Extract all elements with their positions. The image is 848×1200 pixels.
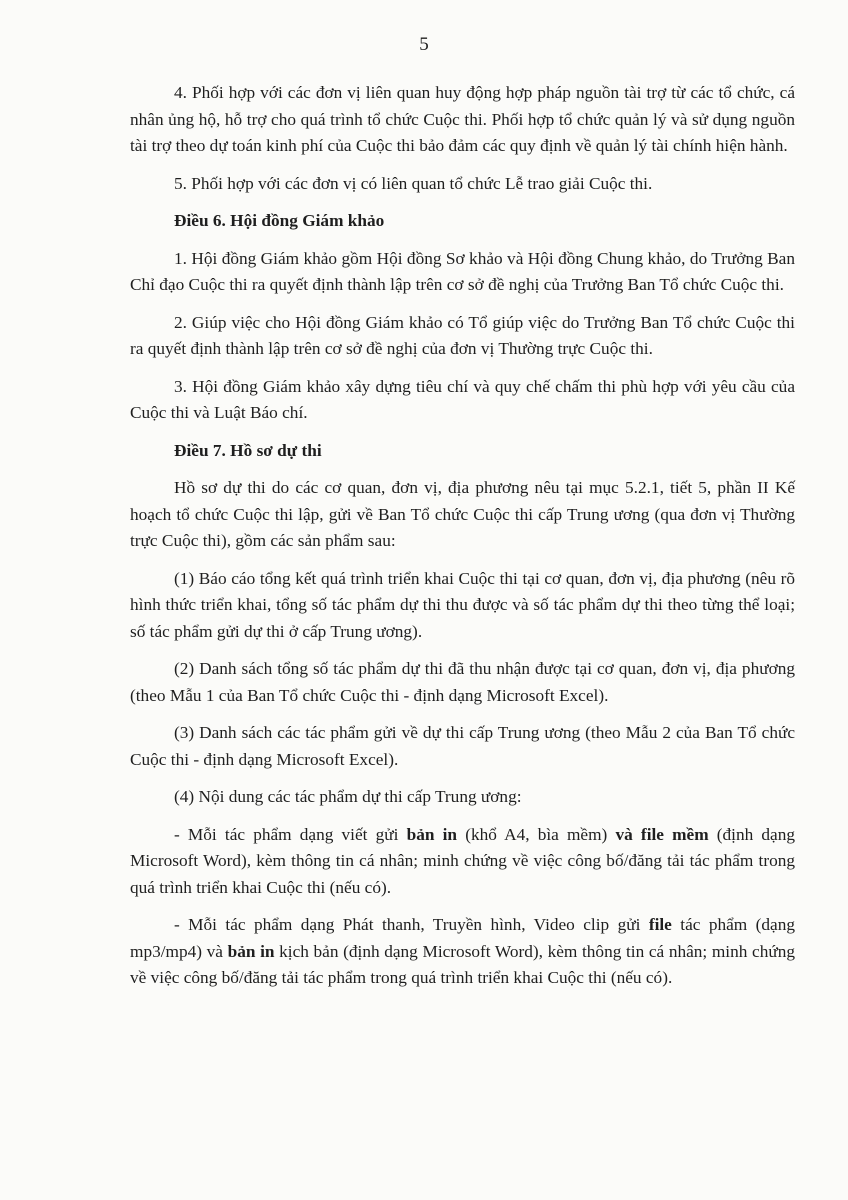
article-7-item-3: (3) Danh sách các tác phẩm gửi về dự thi cấp Trung ương (theo Mẫu 2 của Ban Tổ chức Cuộc thi - định dạng Microsoft Excel). bbox=[130, 723, 795, 769]
bullet-text: kịch bản (định dạng Microsoft Word), kèm thông tin cá nhân; minh chứng về việc công bố/đăng tải tác phẩm trong quá trình triển khai Cuộc thi (nếu có). bbox=[130, 941, 795, 987]
article-6-heading: Điều 6. Hội đồng Giám khảo bbox=[174, 211, 385, 230]
paragraph-item-5: 5. Phối hợp với các đơn vị có liên quan tổ chức Lễ trao giải Cuộc thi. bbox=[174, 173, 653, 193]
bullet-bold-text: bản in bbox=[227, 941, 275, 961]
bullet-bold-text: file bbox=[648, 915, 672, 934]
submission-bullet-media bbox=[130, 912, 795, 992]
bullet-text: tác phẩm (dạng mp3/mp4) và bbox=[130, 915, 796, 961]
article-7-intro: Hồ sơ dự thi do các cơ quan, đơn vị, địa phương nêu tại mục 5.2.1, tiết 5, phần II Kế hoạch tổ chức Cuộc thi lập, gửi về Ban Tổ chức Cuộc thi cấp Trung ương (qua đơn vị Thường trực Cuộc thi), gồm các sản phẩm sau: bbox=[130, 478, 795, 550]
article-7-item-1: (1) Báo cáo tổng kết quá trình triển khai Cuộc thi tại cơ quan, đơn vị, địa phương (nêu rõ hình thức triển khai, tổng số tác phẩm dự thi thu được và số tác phẩm dự thi theo từng thể loại; số tác phẩm gửi dự thi ở cấp Trung ương). bbox=[130, 568, 795, 641]
document-body bbox=[130, 80, 795, 1003]
page-number: 5 bbox=[419, 34, 429, 55]
bullet-text: - Mỗi tác phẩm dạng viết gửi bbox=[174, 824, 407, 844]
article-6-item-2: 2. Giúp việc cho Hội đồng Giám khảo có Tổ giúp việc do Trưởng Ban Tổ chức Cuộc thi ra quyết định thành lập trên cơ sở đề nghị của đơn vị Thường trực Cuộc thi. bbox=[130, 312, 795, 358]
submission-bullet-written bbox=[130, 822, 795, 902]
article-6-item-3: 3. Hội đồng Giám khảo xây dựng tiêu chí và quy chế chấm thi phù hợp với yêu cầu của Cuộc thi và Luật Báo chí. bbox=[130, 376, 795, 422]
bullet-bold-text: bản in bbox=[406, 824, 458, 844]
bullet-bold-text: và file mềm bbox=[615, 824, 709, 844]
article-7-item-2: (2) Danh sách tổng số tác phẩm dự thi đã thu nhận được tại cơ quan, đơn vị, địa phương (theo Mẫu 1 của Ban Tổ chức Cuộc thi - định dạng Microsoft Excel). bbox=[130, 659, 795, 705]
paragraph-item-4: 4. Phối hợp với các đơn vị liên quan huy động hợp pháp nguồn tài trợ từ các tổ chức, cá nhân ủng hộ, hỗ trợ cho quá trình tổ chức Cuộc thi. Phối hợp tổ chức quản lý và sử dụng nguồn tài trợ theo dự toán kinh phí của Cuộc thi bảo đảm các quy định về quản lý tài chính hiện hành. bbox=[130, 83, 795, 155]
article-7-item-4: (4) Nội dung các tác phẩm dự thi cấp Trung ương: bbox=[174, 787, 522, 806]
article-7-heading: Điều 7. Hồ sơ dự thi bbox=[174, 440, 322, 460]
article-6-item-1: 1. Hội đồng Giám khảo gồm Hội đồng Sơ khảo và Hội đồng Chung khảo, do Trưởng Ban Chỉ đạo Cuộc thi ra quyết định thành lập trên cơ sở đề nghị của Trưởng Ban Tổ chức Cuộc thi. bbox=[130, 248, 795, 294]
bullet-text: - Mỗi tác phẩm dạng Phát thanh, Truyền hình, Video clip gửi bbox=[174, 915, 649, 934]
bullet-text: (định dạng Microsoft Word), kèm thông tin cá nhân; minh chứng về việc công bố/đăng tải tác phẩm trong quá trình triển khai Cuộc thi (nếu có). bbox=[130, 824, 795, 897]
bullet-text: (khổ A4, bìa mềm) bbox=[457, 824, 616, 844]
